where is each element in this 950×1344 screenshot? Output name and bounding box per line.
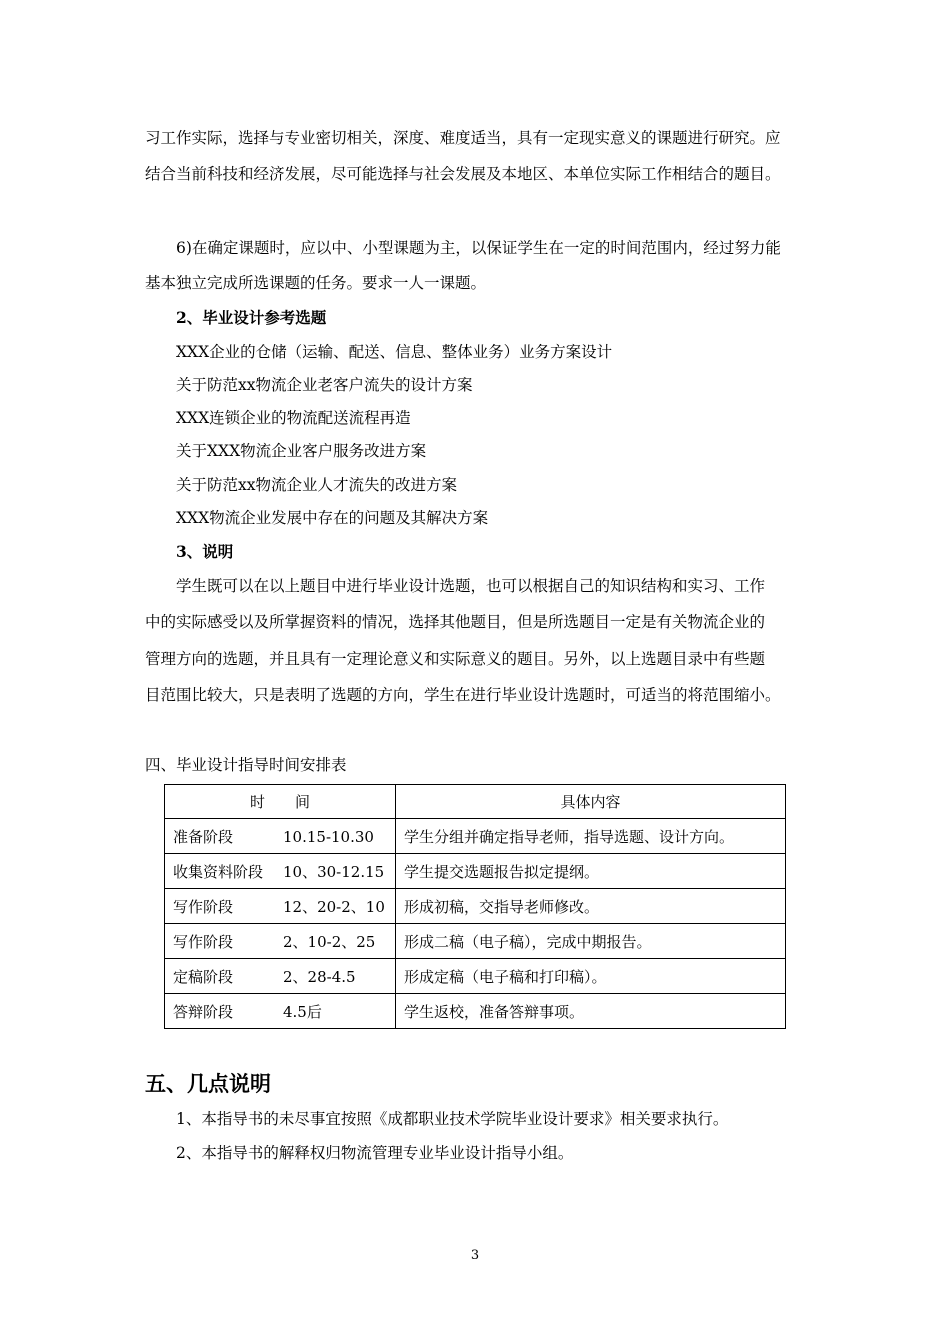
content-cell: 学生提交选题报告拟定提纲。 <box>396 854 786 889</box>
schedule-title: 四、毕业设计指导时间安排表 <box>145 756 347 774</box>
time-cell <box>165 854 396 889</box>
table-row <box>165 889 786 924</box>
paragraph-line: 中的实际感受以及所掌握资料的情况，选择其他题目，但是所选题目一定是有关物流企业的 <box>145 613 766 631</box>
paragraph-line: 管理方向的选题，并且具有一定理论意义和实际意义的题目。另外，以上选题目录中有些题 <box>145 650 766 668</box>
stage-date: 10、30-12.15 <box>283 862 385 881</box>
note-item: 2、本指导书的解释权归物流管理专业毕业设计指导小组。 <box>176 1144 574 1162</box>
paragraph-line: 学生既可以在以上题目中进行毕业设计选题，也可以根据自己的知识结构和实习、工作 <box>176 577 766 595</box>
paragraph-line: 基本独立完成所选课题的任务。要求一人一课题。 <box>145 274 487 292</box>
topic-item: XXX连锁企业的物流配送流程再造 <box>176 409 411 427</box>
schedule-table <box>164 784 786 1029</box>
content-cell: 学生分组并确定指导老师，指导选题、设计方向。 <box>396 819 786 854</box>
content-cell: 形成二稿（电子稿），完成中期报告。 <box>396 924 786 959</box>
stage-name: 定稿阶段 <box>173 967 234 986</box>
paragraph-line: 习工作实际，选择与专业密切相关，深度、难度适当，具有一定现实意义的课题进行研究。应 <box>145 129 781 147</box>
content-cell: 学生返校，准备答辩事项。 <box>396 994 786 1029</box>
stage-name: 写作阶段 <box>173 932 234 951</box>
topic-item: 关于XXX物流企业客户服务改进方案 <box>176 442 427 460</box>
table-header-row <box>165 785 786 819</box>
stage-name: 准备阶段 <box>173 827 234 846</box>
stage-date: 2、10-2、25 <box>283 932 376 951</box>
section-heading: 3、说明 <box>176 542 234 561</box>
stage-name: 答辩阶段 <box>173 1002 234 1021</box>
table-row <box>165 924 786 959</box>
note-item: 1、本指导书的未尽事宜按照《成都职业技术学院毕业设计要求》相关要求执行。 <box>176 1110 729 1128</box>
stage-name: 写作阶段 <box>173 897 234 916</box>
paragraph-line: 6)在确定课题时，应以中、小型课题为主，以保证学生在一定的时间范围内，经过努力能 <box>176 239 781 257</box>
paragraph-line: 结合当前科技和经济发展，尽可能选择与社会发展及本地区、本单位实际工作相结合的题目。 <box>145 165 781 183</box>
page-number: 3 <box>470 1248 480 1263</box>
time-cell <box>165 924 396 959</box>
stage-name: 收集资料阶段 <box>173 862 264 881</box>
section-heading-large: 五、几点说明 <box>145 1071 271 1096</box>
section-heading: 2、毕业设计参考选题 <box>176 308 327 327</box>
time-cell <box>165 994 396 1029</box>
stage-date: 4.5后 <box>283 1002 322 1021</box>
stage-date: 10.15-10.30 <box>283 827 374 846</box>
header-content: 具体内容 <box>396 785 786 819</box>
content-cell: 形成定稿（电子稿和打印稿）。 <box>396 959 786 994</box>
content-cell: 形成初稿，交指导老师修改。 <box>396 889 786 924</box>
table-row <box>165 819 786 854</box>
topic-item: XXX企业的仓储（运输、配送、信息、整体业务）业务方案设计 <box>176 343 613 361</box>
topic-item: XXX物流企业发展中存在的问题及其解决方案 <box>176 509 489 527</box>
table-row <box>165 959 786 994</box>
paragraph-line: 目范围比较大，只是表明了选题的方向，学生在进行毕业设计选题时，可适当的将范围缩小。 <box>145 686 781 704</box>
table-row <box>165 854 786 889</box>
header-time: 时 间 <box>165 785 396 819</box>
time-cell <box>165 889 396 924</box>
stage-date: 12、20-2、10 <box>283 897 385 916</box>
stage-date: 2、28-4.5 <box>283 967 356 986</box>
topic-item: 关于防范xx物流企业老客户流失的设计方案 <box>176 376 473 394</box>
time-cell <box>165 819 396 854</box>
table-row <box>165 994 786 1029</box>
topic-item: 关于防范xx物流企业人才流失的改进方案 <box>176 476 457 494</box>
time-cell <box>165 959 396 994</box>
